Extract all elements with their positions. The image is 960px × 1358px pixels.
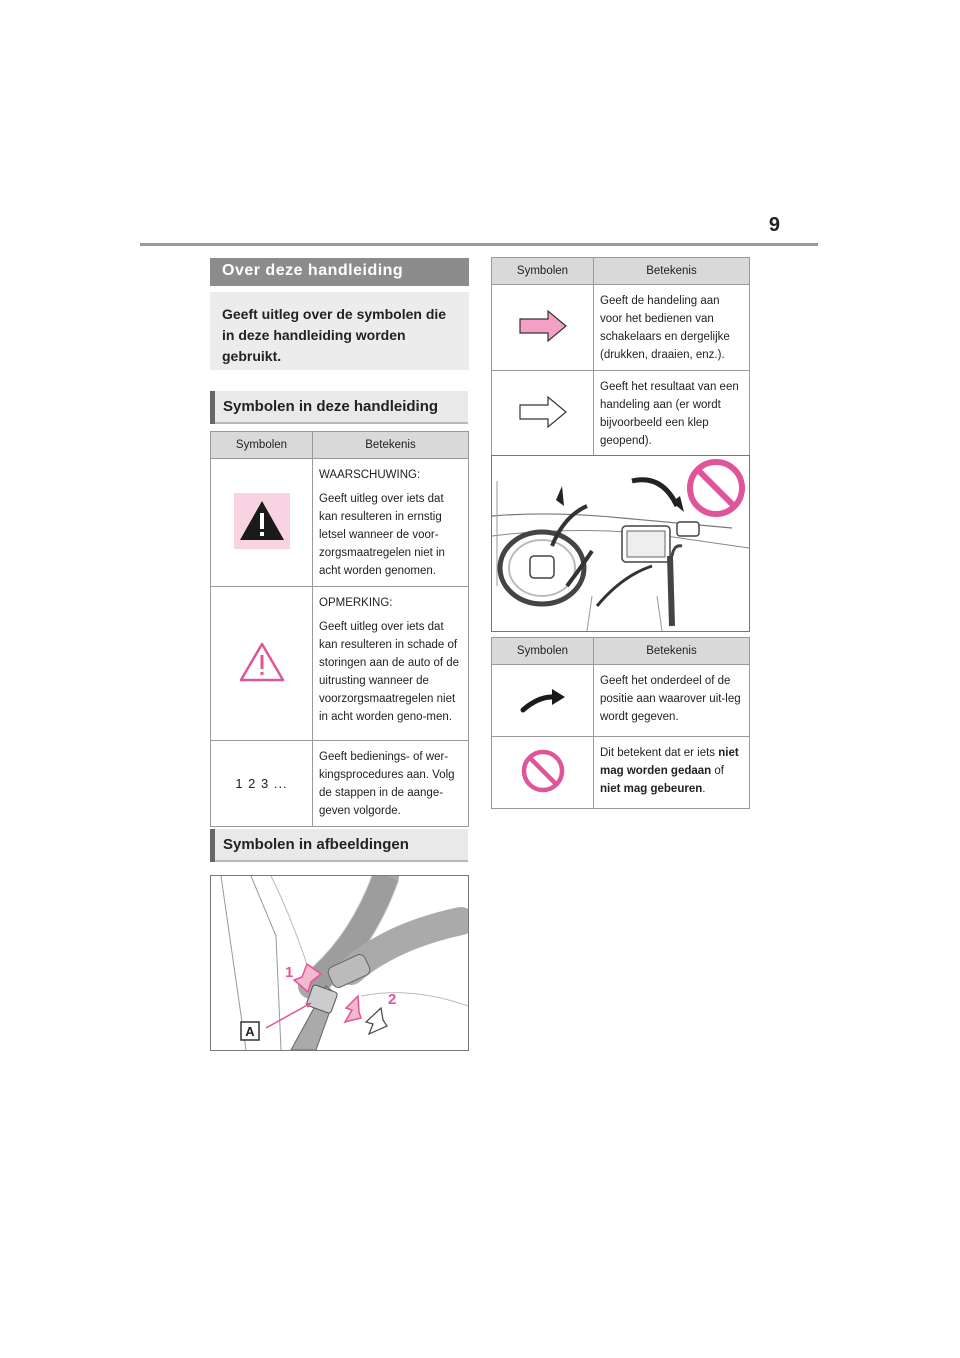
row-text: Geeft uitleg over iets dat kan resulteren in schade of storingen aan de auto of de uitrusting wanneer de voorzorgsmaatregelen niet in acht worden geno-men. (319, 621, 460, 723)
row-text: Geeft bedienings- of wer-kingsprocedures aan. Volg de stappen in de aange-geven volgorde. (319, 751, 455, 817)
row-text: Geeft het resultaat van een handeling aan (er wordt bijvoorbeeld een klep geopend). (600, 381, 739, 447)
meaning-cell (594, 665, 750, 737)
dashboard-drawing (492, 456, 749, 631)
table-row (211, 459, 469, 587)
row-heading: WAARSCHUWING: (319, 469, 421, 481)
row-text-emphasis: niet mag worden gedaan (600, 747, 739, 777)
symbol-cell (211, 741, 313, 827)
meaning-cell (313, 587, 469, 741)
symbol-cell (492, 737, 594, 809)
row-text-emphasis: niet mag gebeuren (600, 783, 703, 795)
col-header-meaning: Betekenis (594, 258, 750, 285)
col-header-symbol: Symbolen (492, 258, 594, 285)
seatbelt-illustration (210, 875, 469, 1051)
symbol-cell (492, 285, 594, 371)
step-label-2: 2 (388, 991, 397, 1008)
manual-symbols-table (210, 431, 469, 827)
intro-description: Geeft uitleg over de symbolen die in deze handleiding worden gebruikt. (222, 306, 447, 364)
warning-icon (234, 493, 290, 549)
step-numbers-symbol: 1 2 3 ... (235, 776, 288, 791)
step-label-1: 1 (285, 964, 294, 981)
col-header-symbol: Symbolen (211, 432, 313, 459)
mark-symbols-table (491, 637, 750, 809)
table-row (211, 741, 469, 827)
page-number: 9 (768, 214, 780, 236)
table-row (211, 587, 469, 741)
curved-arrow-icon (519, 684, 567, 714)
intro-box (210, 292, 469, 370)
header-rule (140, 243, 818, 246)
row-text: Geeft de handeling aan voor het bedienen van schakelaars en dergelijke (drukken, draaien, enz.). (600, 295, 730, 361)
section-heading-bar (210, 829, 215, 862)
table-row (492, 371, 750, 457)
arrow-symbols-table (491, 257, 750, 457)
section-heading-image-symbols (210, 829, 468, 862)
row-heading: OPMERKING: (319, 597, 393, 609)
dashboard-illustration (491, 455, 750, 632)
meaning-cell (313, 741, 469, 827)
row-text-part: . (702, 783, 706, 795)
row-text-part: of (711, 765, 724, 777)
symbol-cell (492, 665, 594, 737)
meaning-cell (594, 285, 750, 371)
col-header-meaning: Betekenis (594, 638, 750, 665)
col-header-meaning: Betekenis (313, 432, 469, 459)
section-title: Symbolen in afbeeldingen (223, 836, 409, 853)
meaning-cell (594, 371, 750, 457)
table-row (492, 665, 750, 737)
row-text: Geeft het onderdeel of de positie aan waarover uit-leg wordt gegeven. (600, 675, 741, 723)
operation-arrow-icon (518, 309, 568, 343)
section-heading-manual-symbols (210, 391, 468, 424)
meaning-cell (594, 737, 750, 809)
symbol-cell (211, 459, 313, 587)
intro-banner-title: Over deze handleiding (222, 262, 404, 279)
symbol-cell (492, 371, 594, 457)
seatbelt-drawing (211, 876, 468, 1050)
result-arrow-icon (518, 395, 568, 429)
meaning-cell (313, 459, 469, 587)
col-header-symbol: Symbolen (492, 638, 594, 665)
prohibited-icon (520, 748, 566, 794)
row-text: Geeft uitleg over iets dat kan resulteren in ernstig letsel wanneer de voor-zorgsmaatregelen niet in acht worden genomen. (319, 493, 445, 577)
table-row (492, 285, 750, 371)
symbol-cell (211, 587, 313, 741)
intro-banner (210, 258, 469, 286)
callout-label-a: A (245, 1024, 255, 1039)
section-heading-bar (210, 391, 215, 424)
table-row (492, 737, 750, 809)
row-text-part: Dit betekent dat er iets (600, 747, 719, 759)
section-title: Symbolen in deze handleiding (223, 398, 439, 415)
notice-icon (238, 641, 286, 683)
row-text (600, 744, 744, 798)
